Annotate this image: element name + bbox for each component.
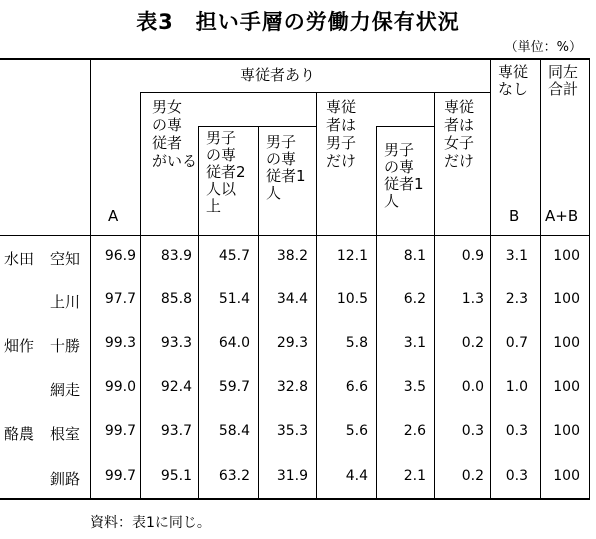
table-cell: 58.4 [218, 423, 250, 439]
table-cell: 2.1 [403, 468, 426, 484]
table-cell: 6.2 [403, 291, 426, 307]
labor-table [0, 58, 590, 500]
table-cell: 0.0 [461, 379, 484, 395]
row-group-label: 水田 [4, 250, 35, 268]
table-cell: 99.7 [104, 468, 136, 484]
table-cell: 35.3 [276, 423, 308, 439]
table-cell: 0.9 [461, 248, 484, 264]
header-danshi-dake: 専従 者は 男子 だけ [326, 98, 357, 170]
table-cell: 85.8 [160, 291, 192, 307]
table-cell: 29.3 [276, 335, 308, 351]
row-area-label: 網走 [50, 381, 81, 399]
table-cell: 3.5 [403, 379, 426, 395]
table-cell: 0.3 [505, 468, 528, 484]
row-group-label: 酪農 [4, 425, 35, 443]
table-cell: 2.3 [505, 291, 528, 307]
table-cell: 99.3 [104, 335, 136, 351]
table-cell: 0.7 [505, 335, 528, 351]
table-cell: 3.1 [505, 248, 528, 264]
table-cell: 12.1 [336, 248, 368, 264]
table-cell: 6.6 [345, 379, 368, 395]
row-area-label: 釧路 [50, 470, 81, 488]
row-group-label: 畑作 [4, 337, 35, 355]
header-senju-nashi: 専従 なし [498, 63, 529, 98]
table-cell: 100 [553, 423, 580, 439]
row-area-label: 十勝 [50, 337, 81, 355]
page-title: 表3 担い手層の労働力保有状況 [136, 10, 460, 34]
table-cell: 4.4 [345, 468, 368, 484]
table-cell: 0.3 [505, 423, 528, 439]
table-cell: 96.9 [104, 248, 136, 264]
header-danjo: 男女 の専 従者 がいる [152, 98, 198, 170]
table-cell: 0.2 [461, 468, 484, 484]
table-cell: 99.0 [104, 379, 136, 395]
table-cell: 1.3 [461, 291, 484, 307]
unit-label: （単位：%） [504, 40, 582, 55]
header-senju-ari: 専従者あり [240, 66, 316, 84]
table-cell: 0.3 [461, 423, 484, 439]
header-danshi-1b: 男子 の専 従者1 人 [384, 141, 424, 210]
table-cell: 100 [553, 379, 580, 395]
table-cell: 38.2 [276, 248, 308, 264]
table-cell: 95.1 [160, 468, 192, 484]
header-b: B [509, 207, 520, 225]
table-cell: 59.7 [218, 379, 250, 395]
table-cell: 32.8 [276, 379, 308, 395]
table-cell: 8.1 [403, 248, 426, 264]
table-cell: 99.7 [104, 423, 136, 439]
header-apb: A+B [545, 207, 579, 225]
table-cell: 0.2 [461, 335, 484, 351]
table-cell: 3.1 [403, 335, 426, 351]
table-cell: 10.5 [336, 291, 368, 307]
table-cell: 2.6 [403, 423, 426, 439]
table-cell: 64.0 [218, 335, 250, 351]
table-cell: 93.3 [160, 335, 192, 351]
row-area-label: 空知 [50, 250, 81, 268]
table-cell: 93.7 [160, 423, 192, 439]
header-joshi-dake: 専従 者は 女子 だけ [444, 98, 475, 170]
table-cell: 83.9 [160, 248, 192, 264]
table-cell: 5.8 [345, 335, 368, 351]
header-doza: 同左 合計 [548, 63, 579, 98]
source-note: 資料：表1に同じ。 [90, 515, 211, 531]
table-cell: 45.7 [218, 248, 250, 264]
header-danshi-2: 男子 の専 従者2 人以 上 [206, 129, 246, 215]
table-cell: 51.4 [218, 291, 250, 307]
table-cell: 63.2 [218, 468, 250, 484]
table-cell: 100 [553, 468, 580, 484]
table-cell: 100 [553, 248, 580, 264]
table-cell: 31.9 [276, 468, 308, 484]
table-cell: 97.7 [104, 291, 136, 307]
table-cell: 100 [553, 291, 580, 307]
table-cell: 5.6 [345, 423, 368, 439]
header-danshi-1a: 男子 の専 従者1 人 [266, 133, 306, 202]
table-cell: 92.4 [160, 379, 192, 395]
table-cell: 100 [553, 335, 580, 351]
row-area-label: 根室 [50, 425, 81, 443]
table-cell: 34.4 [276, 291, 308, 307]
table-cell: 1.0 [505, 379, 528, 395]
header-a: A [108, 207, 119, 225]
row-area-label: 上川 [50, 293, 81, 311]
